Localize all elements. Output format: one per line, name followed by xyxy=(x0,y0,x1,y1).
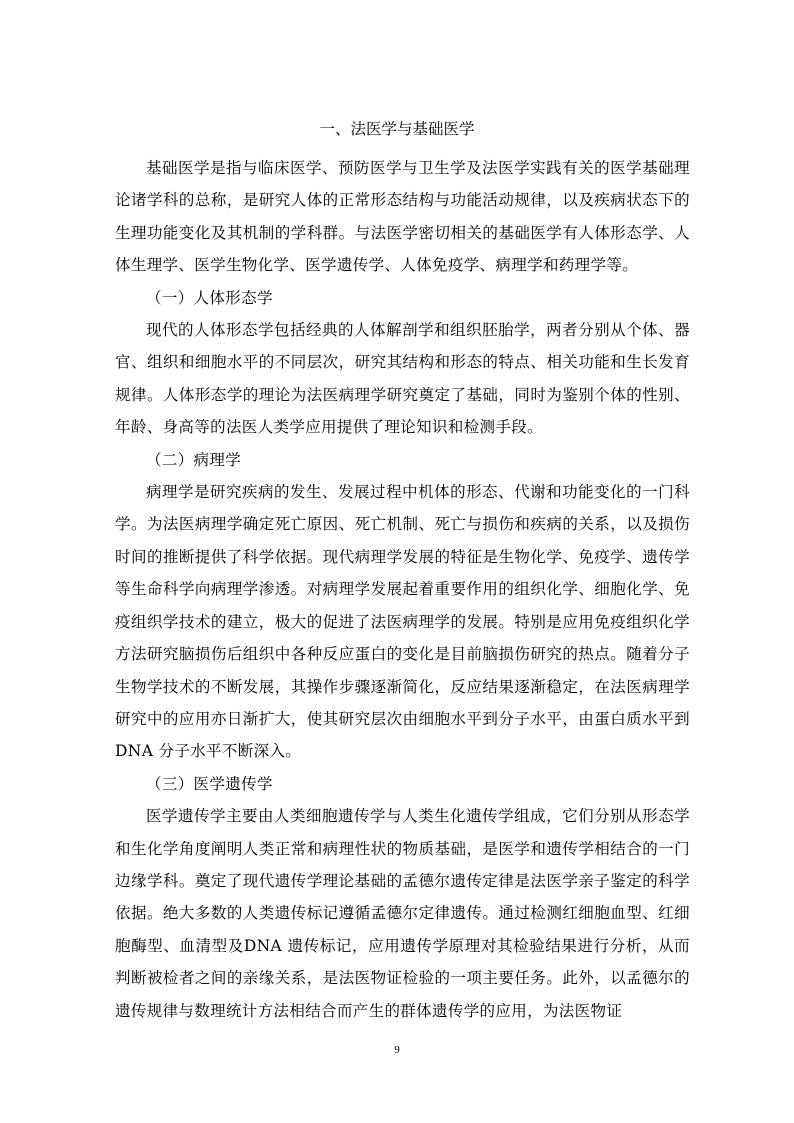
paragraph-genetics: 医学遗传学主要由人类细胞遗传学与人类生化遗传学组成，它们分别从形态学和生化学角度阐明人类正常和病理性状的物质基础，是医学和遗传学相结合的一门边缘学科。奠定了现代遗传学理论基础的孟德尔遗传定律是法医学亲子鉴定的科学依据。绝大多数的人类遗传标记遵循孟德尔定律遗传。通过检测红细胞血型、红细胞酶型、血清型及DNA 遗传标记，应用遗传学原理对其检验结果进行分析，从而判断被检者之间的亲缘关系，是法医物证检验的一项主要任务。此外，以孟德尔的遗传规律与数理统计方法相结合而产生的群体遗传学的应用，为法医物证 xyxy=(115,807,690,1020)
page-number: 9 xyxy=(394,1044,400,1056)
paragraph-intro: 基础医学是指与临床医学、预防医学与卫生学及法医学实践有关的医学基础理论诸学科的总称，是研究人体的正常形态结构与功能活动规律，以及疾病状态下的生理功能变化及其机制的学科群。与法医学密切相关的基础医学有人体形态学、人体生理学、医学生物化学、医学遗传学、人体免疫学、病理学和药理学等。 xyxy=(115,159,690,275)
section-title: 一、法医学与基础医学 xyxy=(319,120,475,138)
subheading-genetics: （三）医学遗传学 xyxy=(146,774,273,793)
subheading-morphology: （一）人体形态学 xyxy=(146,288,273,307)
subheading-pathology: （二）病理学 xyxy=(146,450,242,469)
paragraph-pathology: 病理学是研究疾病的发生、发展过程中机体的形态、代谢和功能变化的一门科学。为法医病理学确定死亡原因、死亡机制、死亡与损伤和疾病的关系，以及损伤时间的推断提供了科学依据。现代病理学发展的特征是生物化学、免疫学、遗传学等生命科学向病理学渗透。对病理学发展起着重要作用的组织化学、细胞化学、免疫组织学技术的建立，极大的促进了法医病理学的发展。特别是应用免疫组织化学方法研究脑损伤后组织中各种反应蛋白的变化是目前脑损伤研究的热点。随着分子生物学技术的不断发展，其操作步骤逐渐简化，反应结果逐渐稳定，在法医病理学研究中的应用亦日渐扩大，使其研究层次由细胞水平到分子水平，由蛋白质水平到DNA 分子水平不断深入。 xyxy=(115,483,690,761)
body-text xyxy=(115,152,690,1027)
paragraph-morphology: 现代的人体形态学包括经典的人体解剖学和组织胚胎学，两者分别从个体、器官、组织和细胞水平的不同层次，研究其结构和形态的特点、相关功能和生长发育规律。人体形态学的理论为法医病理学研究奠定了基础，同时为鉴别个体的性别、年龄、身高等的法医人类学应用提供了理论知识和检测手段。 xyxy=(115,321,690,437)
